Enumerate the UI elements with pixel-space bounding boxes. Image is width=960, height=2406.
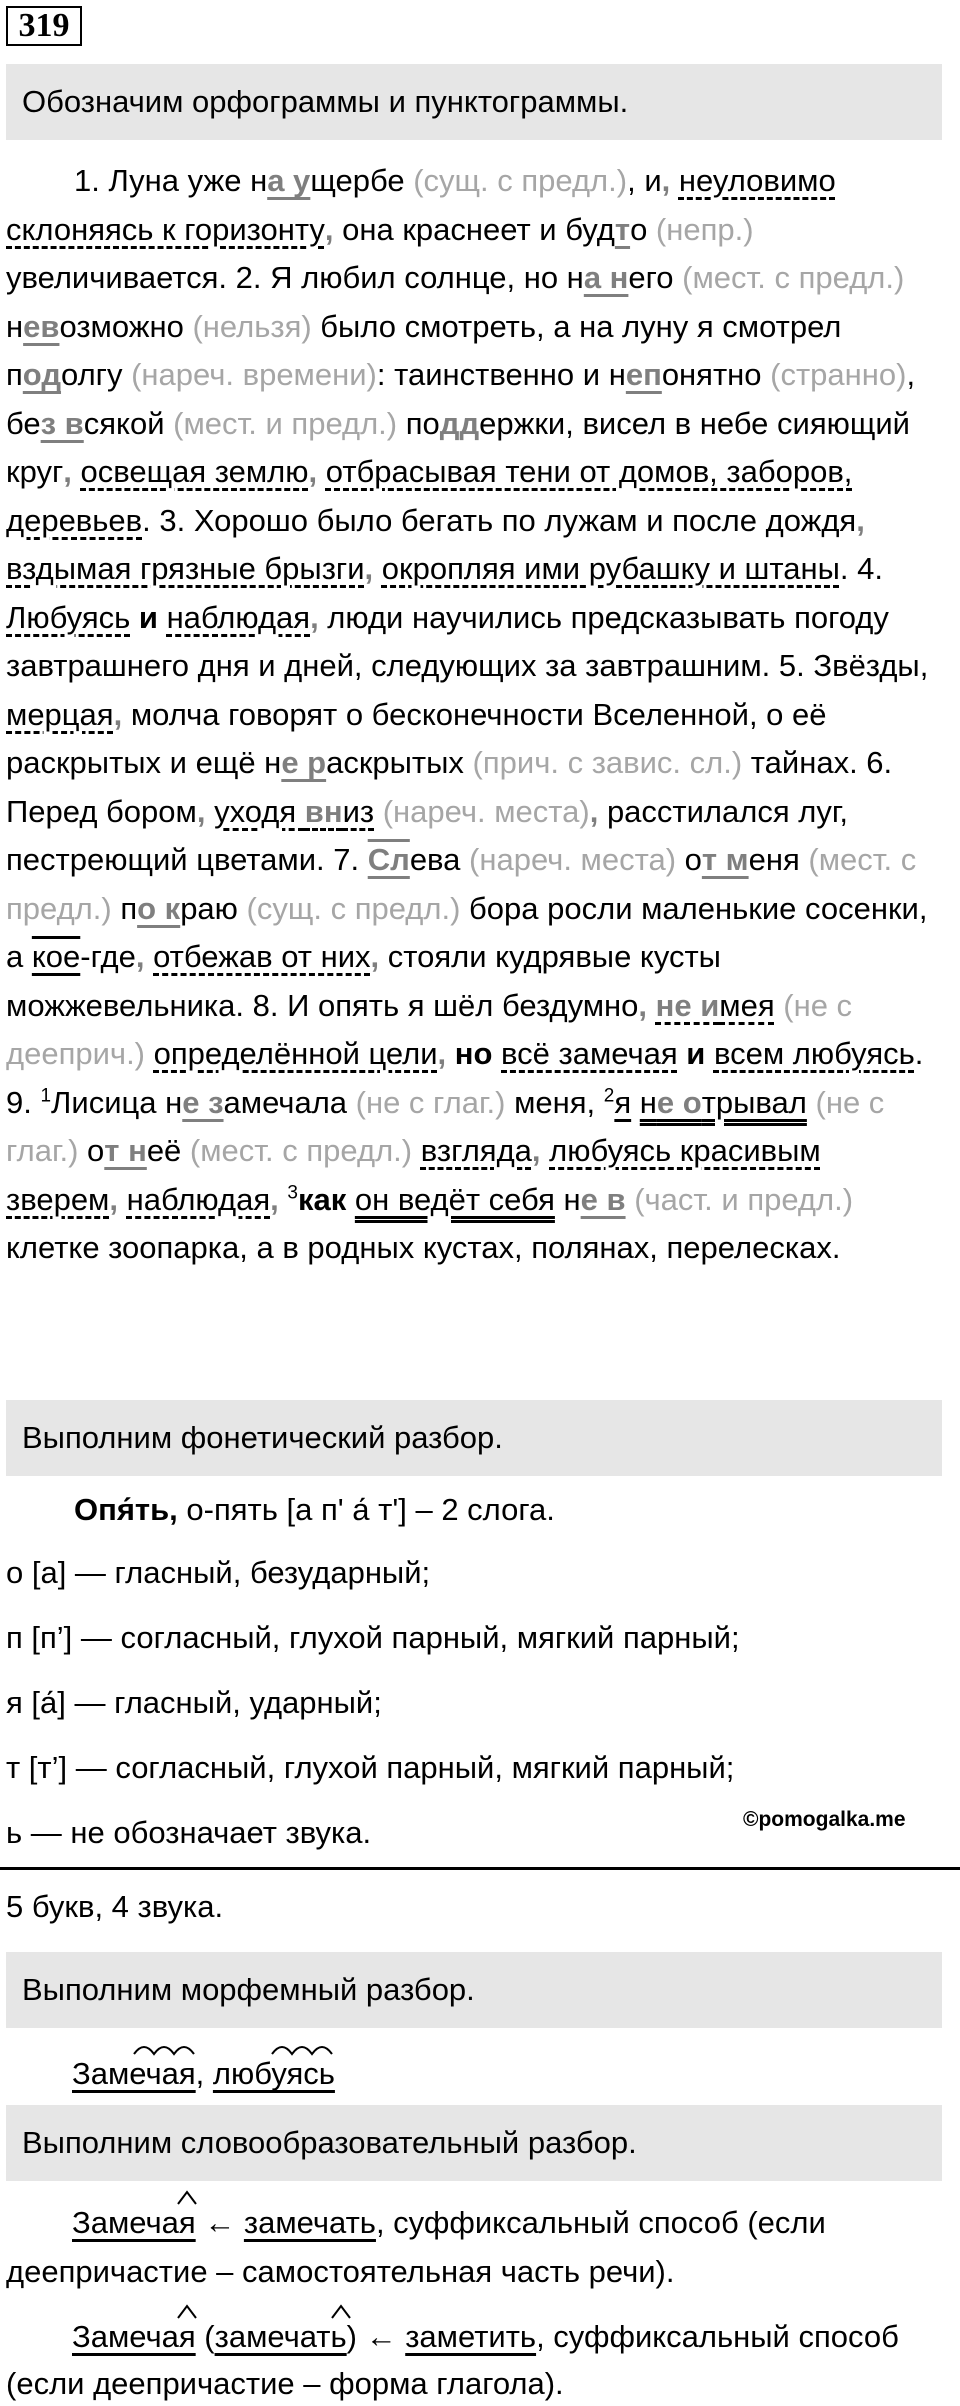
phonetic-line-2: п [п’] — согласный, глухой парный, мягкий парный; [6,1620,740,1655]
suffix-carets-2 [72,2302,772,2322]
section-header-morphemic: Выполним морфемный разбор. [6,1952,942,2028]
phonetic-transcription: о-пять [а п' а́ т'] – 2 слога. [177,1492,555,1527]
phonetic-line-5: ь — не обозначает звука. [6,1815,372,1850]
wordformation-line-3: Замечая (замечать) ← заметить, суффиксальный способ [72,2319,899,2354]
suffix-arcs [72,2036,372,2058]
morphemic-words: Замечая, любуясь [72,2056,335,2091]
phonetic-word-line [74,1488,555,1532]
section-header-wordformation: Выполним словообразовательный разбор. [6,2105,942,2181]
phonetic-word: Опя́ть, [74,1492,178,1527]
section-header-orthograms: Обозначим орфограммы и пунктограммы. [6,64,942,140]
morphemic-word-1: Замечая [72,2056,196,2091]
exercise-text: 1. Луна уже на ущербе (сущ. с предл.), и, неуловимо склоняясь к горизонту, она краснеет и будто (непр.) увеличивается. 2. Я любил солнце, но на него (мест. с предл.) невозможно (нельзя) было смотреть, а на луну я смотрел подолгу (нареч. времени): таинственно и непонятно (странно), без всякой (мест. и предл.) поддержки, висел в небе сияющий круг, освещая землю, отбрасывая тени от домов, заборов, деревьев. 3. Хорошо было бегать по лужам и после дождя, вздымая грязные брызги, окропляя ими рубашку и штаны. 4. Любуясь и наблюдая, люди научились предсказывать погоду завтрашнего дня и дней, следующих за завтрашним. 5. Звёзды, мерцая, молча говорят о бесконечности Вселенной, о её раскрытых и ещё не раскрытых (прич. с завис. сл.) тайнах. 6. Перед бором, уходя вниз (нареч. места), расстилался луг, пестреющий цветами. 7. Слева (нареч. места) от меня (мест. с предл.) по краю (сущ. с предл.) бора росли маленькие сосенки, а кое-где, отбежав от них, стояли кудрявые кусты можжевельника. 8. И опять я шёл бездумно, не имея (не с дееприч.) определённой цели, но всё замечая и всем любуясь. 9. $^1$Лисица не замечала (не с глаг.) меня, $^2$я не отрывал (не с глаг.) от неё (мест. с предл.) взгляда, любуясь красивым зверем, наблюдая, $^3$как он ведёт себя не в (част. и предл.) клетке зоопарка, а в родных кустах, полянах, перелесках. [6,163,929,1265]
phonetic-line-1: о [а] — гласный, безударный; [6,1555,431,1590]
morphemic-word-2: любуясь [212,2056,335,2091]
divider [0,1867,960,1870]
phonetic-summary: 5 букв, 4 звука. [6,1889,224,1924]
suffix-carets [72,2188,772,2208]
watermark: ©pomogalka.me [743,1808,906,1831]
exercise-number: 319 [6,6,82,46]
wordformation-line-2: деепричастие – самостоятельная часть речи). [6,2254,675,2289]
phonetic-line-3: я [а́] — гласный, ударный; [6,1685,382,1720]
section-header-phonetic: Выполним фонетический разбор. [6,1400,942,1476]
phonetic-line-4: т [т’] — согласный, глухой парный, мягкий парный; [6,1750,735,1785]
wordformation-line-4: (если деепричастие – форма глагола). [6,2366,564,2401]
wordformation-line-1: Замечая ← замечать, суффиксальный способ (если [72,2205,826,2240]
